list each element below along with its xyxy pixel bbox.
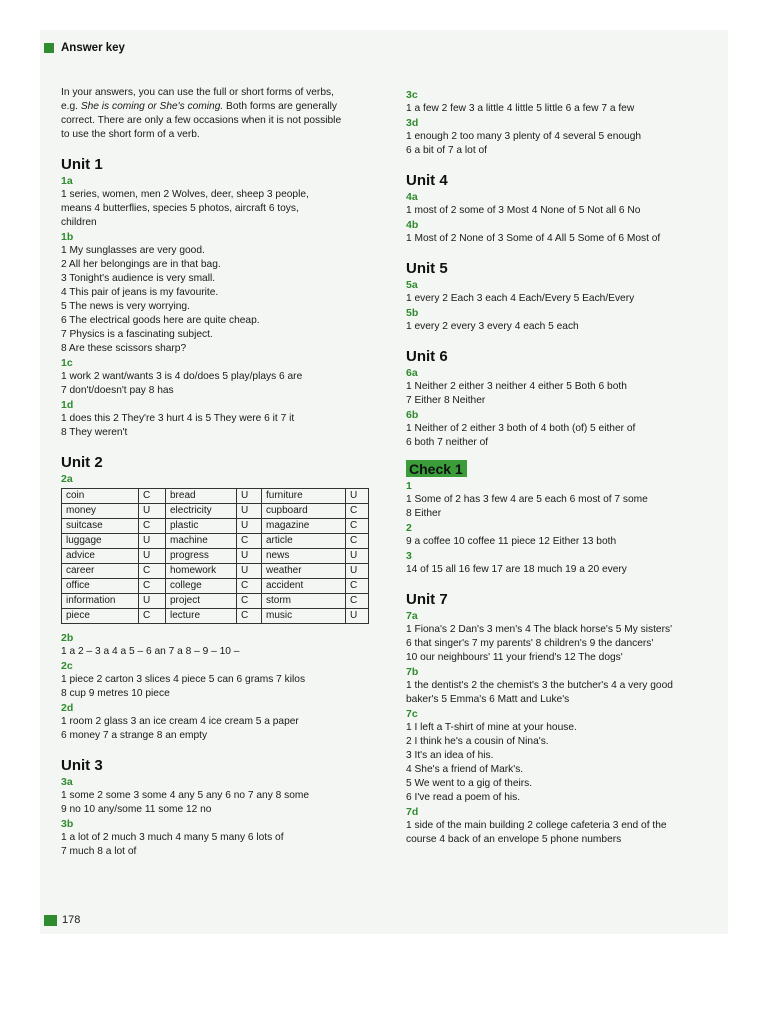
noun-cell: storm: [262, 594, 346, 609]
countability-cell: C: [139, 579, 166, 594]
countability-cell: U: [346, 549, 369, 564]
exercise-label: 3c: [406, 89, 418, 101]
countability-cell: C: [139, 519, 166, 534]
noun-cell: progress: [166, 549, 237, 564]
table-row: [62, 504, 369, 519]
noun-cell: information: [62, 594, 139, 609]
answer-line: 1 enough 2 too many 3 plenty of 4 several 5 enough: [406, 131, 642, 142]
right-column: [406, 88, 721, 847]
noun-cell: article: [262, 534, 346, 549]
countability-cell: U: [139, 504, 166, 519]
noun-cell: machine: [166, 534, 237, 549]
answer-line: 1 work 2 want/wants 3 is 4 do/does 5 play/plays 6 are: [61, 371, 303, 382]
exercise-label: 2c: [61, 660, 73, 672]
noun-cell: bread: [166, 489, 237, 504]
countability-cell: C: [346, 534, 369, 549]
answer-list-item: 4 She's a friend of Mark's.: [406, 764, 524, 775]
footer: [44, 914, 80, 926]
countability-cell: C: [237, 534, 262, 549]
answer-line: 1 room 2 glass 3 an ice cream 4 ice cream 5 a paper: [61, 716, 299, 727]
left-column: [61, 86, 376, 859]
noun-cell: weather: [262, 564, 346, 579]
countability-cell: U: [237, 549, 262, 564]
exercise-label: 3: [406, 550, 412, 562]
exercise-label: 2a: [61, 473, 73, 485]
answer-line: 9 a coffee 10 coffee 11 piece 12 Either 13 both: [406, 536, 617, 547]
unit-title: Unit 5: [406, 260, 448, 277]
exercise-label: 5b: [406, 307, 419, 319]
countability-cell: C: [237, 594, 262, 609]
answer-list-item: 5 We went to a gig of theirs.: [406, 778, 533, 789]
noun-cell: magazine: [262, 519, 346, 534]
exercise-label: 7d: [406, 806, 419, 818]
intro-paragraph: [61, 86, 376, 142]
answer-list-item: 8 Are these scissors sharp?: [61, 343, 187, 354]
answer-line: 14 of 15 all 16 few 17 are 18 much 19 a 20 every: [406, 564, 627, 575]
intro-line: to use the short form of a verb.: [61, 129, 200, 140]
intro-text: Both forms are generally: [223, 101, 338, 112]
table-row: [62, 609, 369, 624]
answer-list-item: 3 It's an idea of his.: [406, 750, 494, 761]
noun-cell: luggage: [62, 534, 139, 549]
countability-cell: U: [237, 504, 262, 519]
exercise-label: 3d: [406, 117, 419, 129]
answer-line: 6 a bit of 7 a lot of: [406, 145, 487, 156]
countability-cell: U: [237, 564, 262, 579]
exercise-label: 1: [406, 480, 412, 492]
exercise-label: 7c: [406, 708, 418, 720]
table-row: [62, 489, 369, 504]
header-title: Answer key: [61, 42, 125, 54]
noun-cell: electricity: [166, 504, 237, 519]
exercise-label: 3a: [61, 776, 73, 788]
answer-line: 1 a lot of 2 much 3 much 4 many 5 many 6 lots of: [61, 832, 284, 843]
answer-line: 6 both 7 neither of: [406, 437, 489, 448]
answer-line: means 4 butterflies, species 5 photos, aircraft 6 toys,: [61, 203, 299, 214]
noun-cell: accident: [262, 579, 346, 594]
unit-title: Unit 1: [61, 156, 103, 173]
answer-list-item: 1 I left a T-shirt of mine at your house.: [406, 722, 577, 733]
table-row: [62, 519, 369, 534]
table-row: [62, 579, 369, 594]
answer-line: children: [61, 217, 97, 228]
intro-line: [61, 100, 376, 114]
countability-cell: U: [237, 489, 262, 504]
answer-line: 1 side of the main building 2 college cafeteria 3 end of the: [406, 820, 667, 831]
answer-line: 1 a few 2 few 3 a little 4 little 5 little 6 a few 7 a few: [406, 103, 635, 114]
answer-line: 1 Fiona's 2 Dan's 3 men's 4 The black horse's 5 My sisters': [406, 624, 673, 635]
answer-list-item: 6 The electrical goods here are quite cheap.: [61, 315, 260, 326]
answer-list: [406, 721, 721, 805]
noun-cell: project: [166, 594, 237, 609]
exercise-label: 4b: [406, 219, 419, 231]
countability-cell: U: [346, 564, 369, 579]
countability-cell: C: [346, 519, 369, 534]
countability-cell: U: [139, 549, 166, 564]
intro-line: In your answers, you can use the full or short forms of verbs,: [61, 87, 334, 98]
answer-list-item: 6 I've read a poem of his.: [406, 792, 521, 803]
answer-line: 1 every 2 every 3 every 4 each 5 each: [406, 321, 579, 332]
answer-line: 1 some 2 some 3 some 4 any 5 any 6 no 7 any 8 some: [61, 790, 310, 801]
answer-list: [61, 244, 376, 356]
answer-line: 9 no 10 any/some 11 some 12 no: [61, 804, 212, 815]
header: [44, 42, 125, 54]
noun-cell: office: [62, 579, 139, 594]
answer-list-item: 7 Physics is a fascinating subject.: [61, 329, 213, 340]
countable-uncountable-table: [61, 488, 369, 624]
intro-italic-example: She is coming or She's coming.: [80, 101, 224, 112]
answer-line: 1 a 2 – 3 a 4 a 5 – 6 an 7 a 8 – 9 – 10 –: [61, 646, 240, 657]
noun-cell: advice: [62, 549, 139, 564]
countability-cell: C: [139, 609, 166, 624]
countability-cell: U: [346, 489, 369, 504]
unit-title: Unit 6: [406, 348, 448, 365]
exercise-label: 1c: [61, 357, 73, 369]
noun-cell: lecture: [166, 609, 237, 624]
intro-line: correct. There are only a few occasions when it is not possible: [61, 115, 342, 126]
answer-line: course 4 back of an envelope 5 phone numbers: [406, 834, 622, 845]
header-square-icon: [44, 43, 54, 53]
answer-line: baker's 5 Emma's 6 Matt and Luke's: [406, 694, 570, 705]
countability-cell: C: [346, 579, 369, 594]
answer-line: 1 Some of 2 has 3 few 4 are 5 each 6 most of 7 some: [406, 494, 648, 505]
answer-list-item: 4 This pair of jeans is my favourite.: [61, 287, 219, 298]
answer-line: 1 series, women, men 2 Wolves, deer, sheep 3 people,: [61, 189, 309, 200]
noun-cell: cupboard: [262, 504, 346, 519]
countability-cell: C: [139, 489, 166, 504]
noun-cell: music: [262, 609, 346, 624]
answer-line: 1 every 2 Each 3 each 4 Each/Every 5 Each/Every: [406, 293, 635, 304]
exercise-label: 2b: [61, 632, 74, 644]
answer-line: 1 piece 2 carton 3 slices 4 piece 5 can 6 grams 7 kilos: [61, 674, 306, 685]
noun-cell: money: [62, 504, 139, 519]
countability-cell: U: [139, 594, 166, 609]
answer-line: 6 that singer's 7 my parents' 8 children's 9 the dancers': [406, 638, 654, 649]
answer-line: 7 don't/doesn't pay 8 has: [61, 385, 174, 396]
answer-line: 1 Most of 2 None of 3 Some of 4 All 5 Some of 6 Most of: [406, 233, 661, 244]
table-row: [62, 549, 369, 564]
answer-line: 10 our neighbours' 11 your friend's 12 The dogs': [406, 652, 623, 663]
noun-cell: plastic: [166, 519, 237, 534]
countability-cell: U: [346, 609, 369, 624]
table-row: [62, 594, 369, 609]
answer-line: 1 the dentist's 2 the chemist's 3 the butcher's 4 a very good: [406, 680, 673, 691]
exercise-label: 1d: [61, 399, 74, 411]
unit-title: Unit 3: [61, 757, 103, 774]
countability-cell: U: [237, 519, 262, 534]
answer-list-item: 3 Tonight's audience is very small.: [61, 273, 216, 284]
countability-cell: C: [237, 609, 262, 624]
countability-cell: C: [346, 504, 369, 519]
answer-list-item: 5 The news is very worrying.: [61, 301, 190, 312]
intro-text: e.g.: [61, 101, 81, 112]
check-1-heading: Check 1: [406, 460, 467, 477]
noun-cell: career: [62, 564, 139, 579]
answer-line: 1 Neither 2 either 3 neither 4 either 5 Both 6 both: [406, 381, 627, 392]
countability-cell: C: [139, 564, 166, 579]
noun-cell: homework: [166, 564, 237, 579]
exercise-label: 1a: [61, 175, 73, 187]
unit-title: Unit 2: [61, 454, 103, 471]
page-number: 178: [62, 914, 81, 926]
exercise-label: 1b: [61, 231, 74, 243]
exercise-label: 6a: [406, 367, 418, 379]
noun-cell: piece: [62, 609, 139, 624]
exercise-label: 3b: [61, 818, 74, 830]
answer-line: 1 Neither of 2 either 3 both of 4 both (of) 5 either of: [406, 423, 636, 434]
countability-cell: C: [237, 579, 262, 594]
exercise-label: 4a: [406, 191, 418, 203]
noun-cell: college: [166, 579, 237, 594]
answer-line: 8 They weren't: [61, 427, 128, 438]
exercise-label: 7a: [406, 610, 418, 622]
table-row: [62, 564, 369, 579]
noun-cell: furniture: [262, 489, 346, 504]
exercise-label: 2d: [61, 702, 74, 714]
unit-title: Unit 4: [406, 172, 448, 189]
noun-cell: news: [262, 549, 346, 564]
countability-cell: C: [346, 594, 369, 609]
exercise-label: 2: [406, 522, 412, 534]
answer-line: 7 Either 8 Neither: [406, 395, 486, 406]
footer-square-icon: [44, 915, 57, 926]
unit-title: Unit 7: [406, 591, 448, 608]
answer-line: 8 Either: [406, 508, 442, 519]
exercise-label: 5a: [406, 279, 418, 291]
answer-list-item: 2 I think he's a cousin of Nina's.: [406, 736, 549, 747]
answer-line: 7 much 8 a lot of: [61, 846, 137, 857]
noun-cell: coin: [62, 489, 139, 504]
answer-line: 1 most of 2 some of 3 Most 4 None of 5 Not all 6 No: [406, 205, 641, 216]
answer-line: 6 money 7 a strange 8 an empty: [61, 730, 208, 741]
answer-list-item: 2 All her belongings are in that bag.: [61, 259, 221, 270]
answer-list-item: 1 My sunglasses are very good.: [61, 245, 205, 256]
noun-cell: suitcase: [62, 519, 139, 534]
table-row: [62, 534, 369, 549]
exercise-label: 7b: [406, 666, 419, 678]
exercise-label: 6b: [406, 409, 419, 421]
answer-line: 1 does this 2 They're 3 hurt 4 is 5 They were 6 it 7 it: [61, 413, 295, 424]
countability-cell: U: [139, 534, 166, 549]
answer-line: 8 cup 9 metres 10 piece: [61, 688, 170, 699]
